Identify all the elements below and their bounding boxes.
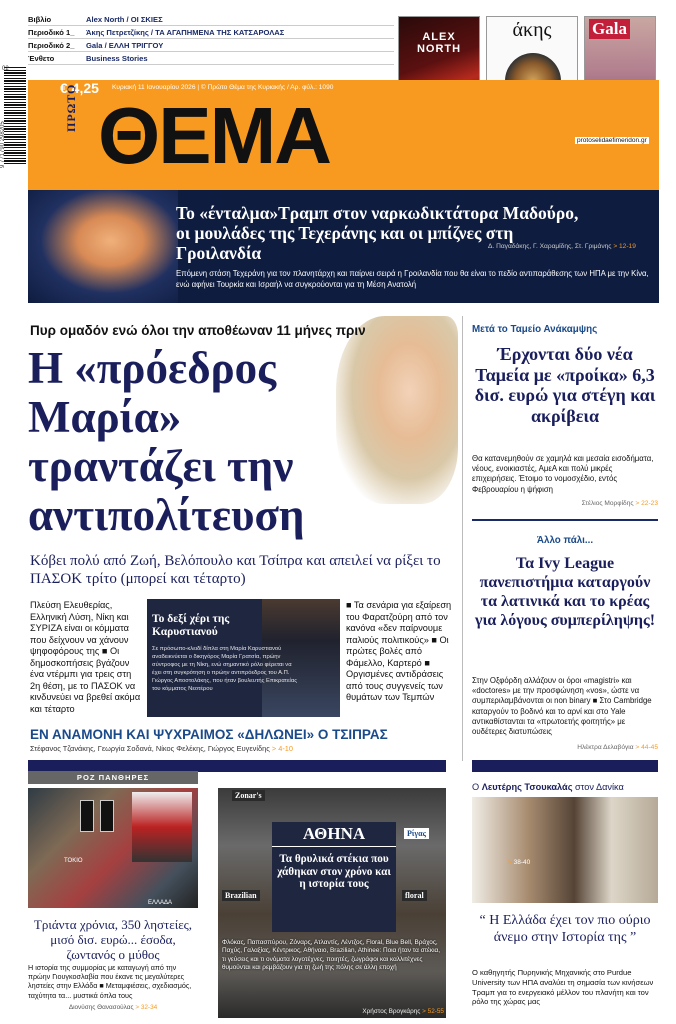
price: € 4,25	[60, 80, 99, 96]
photo-label: ΕΛΛΑΔΑ	[148, 900, 173, 906]
barcode-issue: 02	[2, 66, 9, 72]
box-title[interactable]: Το δεξί χέρι της Καρυστιανού	[152, 613, 230, 638]
quote-close-icon: ”	[626, 930, 637, 945]
supplement-key: Ένθετο	[28, 54, 55, 63]
cafe-sign: Ρίγας	[404, 828, 429, 839]
earring-icon	[100, 800, 114, 832]
trump-subhead: Επόμενη στάση Τεχεράνη για τον πλανητάρχη και παίρνει σειρά η Γροιλανδία που θα είναι το πεδίο αντιπαράθεσης των ΗΠΑ με την Κίνα, ενώ αφήνει Τουρκία και Ισραήλ να συγκρούονται για τη Μέση Ανατολή	[176, 269, 649, 289]
interview-section: Ο Λευτέρης Τσουκαλάς στον Δανίκα	[472, 782, 624, 792]
box-text: Σε πρόσωπο-κλειδί δίπλα στη Μαρία Καρυστιανού αναδεικνύεται ο δικηγόρος Μαρία Γρατσία, πρώην σύντροφος με τη Νίκη, ενώ σημαντικό ρόλο φέρεται να έχει στη συγκρότηση ο πρώην αντιπρόεδρος του Α.Π. Γιώργος Αποστολάκης, που ήταν βουλευτής Επικρατείας του κόμματος Νεοτέρου	[152, 646, 297, 692]
right1-text: Θα κατανεμηθούν σε χαμηλά και μεσαία εισοδήματα, νέους, ενοικιαστές, ΑμεΑ και πολύ μικρές επιχειρήσεις. Έτοιμο το νομοσχέδιο, εντός Φεβρουαρίου η ψήφιση	[472, 454, 654, 494]
right1-section: Μετά το Ταμείο Ανάκαμψης	[472, 324, 598, 335]
supplement-row	[28, 40, 394, 52]
photo-label: ΤΟΚΙΟ	[64, 858, 83, 864]
supplement-row	[28, 53, 394, 65]
main-deck: Κόβει πολύ από Ζωή, Βελόπουλο και Τσίπρα και απειλεί να ρίξει το ΠΑΣΟΚ τρίτο (μπορεί και τέταρτο)	[30, 553, 441, 587]
athens-cafes-author: Χρήστος Βρογκάρης > 52-55	[362, 1008, 444, 1015]
cafe-sign: floral	[402, 890, 427, 901]
supplement-value: Gala / ΕΛΛΗ ΤΡΙΓΓΟΥ	[86, 41, 164, 50]
chevron-right-icon: >	[613, 243, 618, 250]
barcode-number: 9 771790 298205	[0, 121, 6, 168]
supplement-row	[28, 27, 394, 39]
book-author: ALEX NORTH	[416, 31, 462, 55]
tsipras-strapline[interactable]: ΕΝ ΑΝΑΜΟΝΗ ΚΑΙ ΨΥΧΡΑΙΜΟΣ «ΔΗΛΩΝΕΙ» Ο ΤΣΙΠΡΑΣ	[30, 727, 388, 742]
main-authors: Στέφανος Τζανάκης, Γεωργία Σοδανά, Νίκος Φελέκης, Γιώργος Ευγενίδης > 4-10	[30, 744, 294, 753]
main-column-right: ■ Τα σενάρια για εξαίρεση του Φαρατζούρη από τον κανόνα «δεν παίρνουμε παλιούς πολιτικούς» ■ Οι πρώτες βολές από Φάμελλο, Καρτερό ■ Οργισμένες αντιδράσεις από τους συγγενείς των θυμάτων των Τεμπών	[346, 600, 452, 702]
supplement-value: Business Stories	[86, 54, 148, 63]
source-site: protoselidaefimeridon.gr	[577, 137, 647, 144]
interview-quote[interactable]: “ Η Ελλάδα έχει τον πιο ούριο άνεμο στην Ιστορία της ”	[479, 913, 651, 945]
right2-author: Ηλέκτρα Δελαβόγια > 44-45	[577, 744, 658, 751]
athens-cafes-pages: 52-55	[427, 1008, 444, 1015]
trump-photo	[28, 190, 178, 303]
interview-pages: > 38-40	[508, 859, 531, 866]
athens-cafes-headline[interactable]: Τα θρυλικά στέκια που χάθηκαν στον χρόνο και η ιστορία τους	[277, 853, 391, 891]
supplement-value: Alex North / ΟΙ ΣΚΙΕΣ	[86, 15, 163, 24]
right1-pages: 22-23	[641, 500, 658, 507]
chevron-right-icon: >	[635, 500, 640, 507]
quote-open-icon: “	[479, 913, 490, 928]
logo: ΘΕΜΑ	[98, 91, 330, 180]
earring-icon	[80, 800, 94, 832]
supplement-key: Περιοδικό 1_	[28, 28, 75, 37]
supplement-value: Άκης Πετρετζίκης / ΤΑ ΑΓΑΠΗΜΕΝΑ ΤΗΣ ΚΑΤΣΑΡΟΛΑΣ	[86, 28, 285, 37]
supplement-key: Βιβλίο	[28, 15, 52, 24]
pink-panthers-author: Διονύσης Θανασούλας > 32-34	[68, 1004, 158, 1011]
athina-label: ΑΘΗΝΑ	[272, 824, 396, 847]
right2-pages: 44-45	[641, 744, 658, 751]
cafe-sign: Zonar's	[232, 790, 265, 801]
right2-headline[interactable]: Τα Ivy League πανεπιστήμια καταργούν τα λατινικά και το κρέας για λόγους συμπερίληψης!	[474, 555, 656, 629]
pink-panthers-text: Η ιστορία της συμμορίας με καταγωγή από την πρώην Γιουγκοσλαβία που έκανε τις μεγαλύτερες ληστείες στην Ελλάδα ■ Μεταμφιέσεις, σχεδιασμός, ταχύτητα τα... μυστικά όπλα τους	[28, 963, 192, 1000]
supplement-row	[28, 14, 394, 26]
main-kicker: Πυρ ομαδόν ενώ όλοι την αποθέωναν 11 μήνες πριν	[30, 323, 366, 338]
chevron-right-icon: >	[422, 1008, 426, 1015]
trump-pages: 12-19	[619, 243, 636, 250]
right1-headline[interactable]: Έρχονται δύο νέα Ταμεία με «προίκα» 6,3 δισ. ευρώ για στέγη και ακρίβεια	[474, 344, 656, 426]
chevron-right-icon: >	[135, 1004, 140, 1011]
chevron-right-icon: >	[271, 744, 277, 753]
main-column-left: Πλεύση Ελευθερίας, Ελληνική Λύση, Νίκη και ΣΥΡΙΖΑ είναι οι κόμματα που δείχνουν να χάνουν ψηφοφόρους της ■ Οι δημοσκοπήσεις βγάζουν ένα ντέρμπι για τρεις στη 2η θέση, με το ΠΑΣΟΚ να κινδυνεύει να βρεθεί ακόμα και τέταρτο	[30, 600, 141, 714]
akis-logo: άκης	[512, 19, 552, 41]
robbery-scene	[132, 792, 192, 862]
main-headline[interactable]: Η «πρόεδρος Μαρία» τραντάζει την αντιπολίτευση	[28, 343, 305, 540]
chevron-right-icon: >	[508, 859, 512, 866]
trump-authors: Δ. Παγαδάκης, Γ. Χαραμίδης, Στ. Γριμάνης > 12-19	[488, 243, 636, 250]
pink-panthers-headline[interactable]: Τριάντα χρόνια, 350 ληστείες, μισό δισ. ευρώ... έσοδα, ζωντανός ο μύθος	[33, 917, 193, 962]
pink-panthers-label: ΡΟΖ ΠΑΝΘΗΡΕΣ	[28, 771, 198, 784]
barcode	[4, 66, 26, 164]
pink-panthers-photo	[28, 788, 198, 908]
column-divider	[462, 316, 463, 761]
supplement-key: Περιοδικό 2_	[28, 41, 75, 50]
main-pages: 4-10	[278, 744, 294, 753]
divider	[472, 519, 658, 521]
interview-photo	[472, 797, 658, 903]
athens-cafes-text: Φλόκας, Παπασπύρου, Ζόναρς, Ατλαντίς, Λέντζος, Floral, Blue Bell, Βράχος, Παχύς, Γαλαξίας, Κέντρικος, Αθήναιο, Brazilian, Athinee: Ποια ήταν τα στέκια, τι γεύσεις και τι ονόματα λογοτέχνες, ποιητές, ζωγράφοι και καλλιτέχνες θυμούνται και ρεμβάζουν για τη ζωή της πόλης σε άλλη εποχή	[222, 939, 440, 972]
interview-text: Ο καθηγητής Πυρηνικής Μηχανικής στο Purdue University των ΗΠΑ αναλύει τη σημασία των κινήσεων Τραμπ για το ενεργειακό μέλλον του πλανήτη και τον ρόλο της χώρας μας	[472, 968, 654, 1007]
pink-panthers-pages: 32-34	[140, 1004, 158, 1011]
chevron-right-icon: >	[635, 744, 640, 751]
logo-proto: ΠΡΩΤΟ	[64, 83, 78, 132]
right2-text: Στην Οξφόρδη αλλάζουν οι όροι «magistri» και «doctores» με την προσφώνηση «vos», ώστε να συμπεριλαμβάνονται οι non binary ■ Στο Cambridge καταργούν το βοδινό και το αρνί και στο Yale αντικαθίστανται τα «πρωτοετής φοιτητής» με ουδέτερες διατυπώσεις	[472, 676, 652, 737]
gala-logo: Gala	[589, 19, 630, 39]
dateline: Κυριακή 11 Ιανουαρίου 2026 | © Πρώτο Θέμα της Κυριακής / Αρ. φύλ.: 1090	[112, 84, 334, 91]
cafe-sign: Brazilian	[222, 890, 260, 901]
right2-section: Άλλο πάλι...	[536, 535, 594, 546]
right1-author: Στέλιος Μορφίδης > 22-23	[581, 500, 658, 507]
section-strip	[472, 760, 658, 772]
trump-headline[interactable]: Το «ένταλμα»Τραμπ στον ναρκωδικτάτορα Μαδούρο, οι μουλάδες της Τεχεράνης και οι μπίζνες στη Γροιλανδία	[176, 203, 579, 263]
